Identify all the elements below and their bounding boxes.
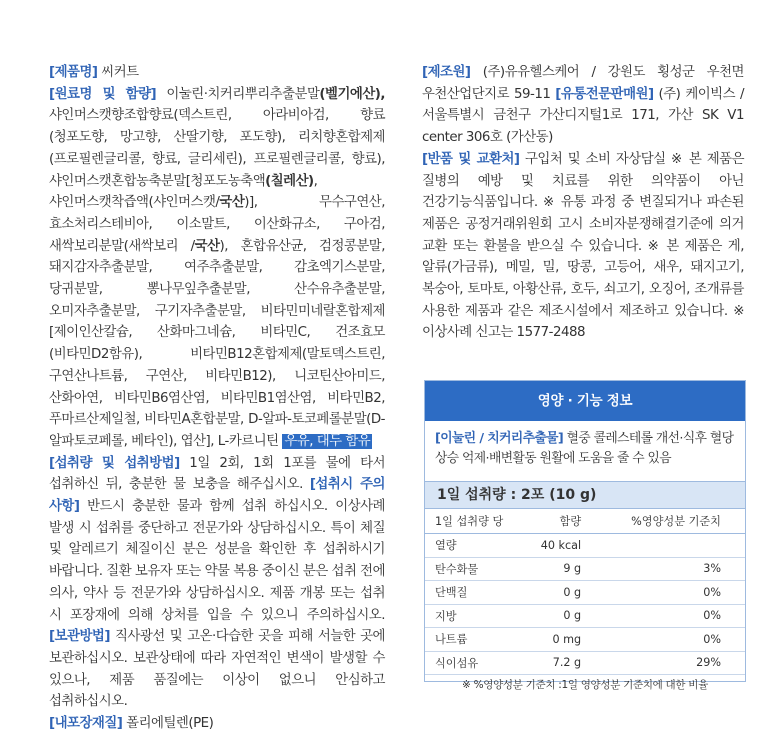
return-text: 구입처 및 소비 자상담실 ※ 본 제품은 질병의 예방 및 치료를 위한 의약품이 아닌 건강기능식품입니다. ※ 유통 과정 중 변질되거나 파손된 제품은 공정거래위원회 고시 소비자분쟁해결기준에 의거 교환 또는 환불을 받으실 수 있습니다. ※ 본 제품은 게, 알류(가금류), 메밀, 밀, 땅콩, 고등어, 새우, 돼지고기, 복숭아, 토마토, 아황산류, 호두, 쇠고기, 오징어, 조개류를 사용한 제품과 같은 제조시설에서 제조하고 있습니다. ※이상사례 신고는 1577-2488	[422, 151, 745, 341]
nutrient-dv: 3%	[601, 557, 745, 581]
ingredients-label: [원료명 및 함량]	[49, 86, 157, 102]
nutrient-name: 단백질	[425, 581, 524, 605]
origin-korea-1: 국산	[219, 195, 245, 211]
table-row	[425, 651, 745, 675]
nutrient-amount: 0 g	[524, 581, 601, 605]
packaging-text: 폴리에틸렌(PE)	[122, 716, 214, 732]
product-name-label: [제품명]	[49, 65, 98, 80]
origin-belgium: (벨기에산),	[319, 86, 385, 102]
nutrient-dv: 0%	[601, 628, 745, 652]
intake-label: [섭취량 및 섭취방법]	[49, 455, 180, 471]
packaging-label: [내포장재질]	[49, 716, 123, 732]
table-row	[425, 534, 745, 558]
nutrient-amount: 0 g	[524, 604, 601, 628]
intake-text: 1일 2회, 1회 1포를 물에 타서 섭취하신 뒤, 충분한 물 보충을 해주십시오.	[49, 455, 386, 493]
functional-label: [이눌린 / 치커리추출물]	[435, 431, 564, 446]
storage-label: [보관방법]	[49, 629, 110, 645]
origin-chile: (칠레산)	[265, 173, 314, 189]
product-name: 씨커트	[97, 65, 139, 80]
nutrient-dv: 0%	[601, 581, 745, 605]
manufacturer-text: (주)유유헬스케어 / 강원도 횡성군 우천면 우천산업단지로 59-11	[422, 65, 744, 102]
nutrient-dv: 0%	[601, 604, 745, 628]
table-row	[425, 604, 745, 628]
table-header-row	[425, 509, 745, 534]
nutrient-dv	[601, 534, 745, 558]
ingredients-part-2: 샤인머스캣향조합향료(덱스트린, 아라비아검, 향료(청포도향, 망고향, 산딸기향, 포도향), 리치향혼합제제(프로필렌글리콜, 향료, 글리세린), 프로필렌글리콜, 향료), 샤인머스캣혼합농축분말[청포도농축액	[49, 108, 385, 189]
nutrient-amount: 7.2 g	[524, 651, 601, 675]
ingredients-part-3: , 샤인머스캣착즙액(샤인머스캣/	[49, 173, 318, 211]
storage-text: 직사광선 및 고온·다습한 곳을 피해 서늘한 곳에 보관하십시오. 보관상태에 따라 자연적인 변색이 발생할 수 있으나, 제품 품질에는 이상이 없으니 안심하고 섭취하십시오.	[49, 629, 385, 710]
functional-text: 혈중 콜레스테롤 개선·식후 혈당상승 억제·배변활동 원활에 도움을 줄 수 있음	[435, 431, 734, 466]
return-label: [반품 및 교환처]	[422, 151, 520, 167]
nutrient-amount: 40 kcal	[524, 534, 601, 558]
ingredients-part-4: )], 무수구연산, 효소처리스테비아, 이소말트, 이산화규소, 구아검, 새싹보리분말(새싹보리 /	[49, 195, 385, 254]
distributor-text: (주) 케이빅스 / 서울특별시 금천구 가산디지털1로 171, 가산 SK V1 center 306호 (가산동)	[422, 86, 744, 146]
table-row	[425, 557, 745, 581]
caution-text: 반드시 충분한 물과 함께 섭취 하십시오. 이상사례 발생 시 섭취를 중단하고 전문가와 상담하십시오. 특이 체질 및 알레르기 체질이신 분은 성분을 확인한 후 섭취하시기 바랍니다. 질환 보유자 또는 약물 복용 중이신 분은 섭취 전에 의사, 약사 등 전문가와 상담하십시오. 제품 개봉 또는 섭취 시 포장재에 의해 상처를 입을 수 있으니 주의하십시오.	[49, 499, 386, 623]
nutrient-name: 지방	[425, 604, 524, 628]
ingredients-part-1: 이눌린·치커리뿌리추출분말	[156, 86, 320, 102]
manufacturer-label: [제조원]	[422, 65, 471, 80]
serving-size: 1일 섭취량 : 2포 (10 g)	[425, 481, 745, 509]
table-row	[425, 581, 745, 605]
nutrient-dv: 29%	[601, 651, 745, 675]
col-amount: 함량	[524, 509, 601, 534]
table-row	[425, 628, 745, 652]
nutrition-header: 영양 · 기능 정보	[425, 381, 745, 421]
nutrient-name: 식이섬유	[425, 651, 524, 675]
nutrient-name: 열량	[425, 534, 524, 558]
nutrition-table	[425, 509, 745, 675]
ingredients-part-5: ), 혼합유산균, 검정콩분말, 돼지감자추출분말, 여주추출분말, 감초엑기스분말, 당귀분말, 뽕나무잎추출분말, 산수유추출분말, 오미자추출분말, 구기자추출분말, 비타민미네랄혼합제제[제이인산칼슘, 산화마그네슘, 비타민C, 건조효모(비타민D2함유), 비타민B12혼합제제(말토덱스트린, 구연산나트륨, 구연산, 비타민B12), 니코틴산아미드, 산화아연, 비타민B6염산염, 비타민B1염산염, 비타민B2, 푸마르산제일철, 비타민A혼합분말, D-알파-토코페롤분말(D-알파토코페롤, 베타인), 엽산], L-카르니틴	[49, 238, 385, 449]
product-info-right	[422, 62, 744, 344]
nutrient-amount: 9 g	[524, 557, 601, 581]
distributor-label: [유통전문판매원]	[555, 86, 654, 102]
allergen-highlight: 우유, 대두 함유	[284, 433, 371, 449]
nutrient-name: 나트륨	[425, 628, 524, 652]
functional-info	[435, 429, 735, 469]
nutrient-amount: 0 mg	[524, 628, 601, 652]
table-footnote: ※ %영양성분 기준치 :1일 영양성분 기준치에 대한 비율	[462, 679, 708, 691]
caution-label: [섭취시 주의 사항]	[49, 477, 385, 515]
col-daily-value: %영양성분 기준치	[601, 509, 745, 534]
nutrition-panel	[424, 380, 746, 691]
nutrient-name: 탄수화물	[425, 557, 524, 581]
origin-korea-2: 국산	[194, 238, 220, 254]
col-name: 1일 섭취량 당	[425, 509, 524, 534]
product-info-left	[49, 62, 385, 735]
